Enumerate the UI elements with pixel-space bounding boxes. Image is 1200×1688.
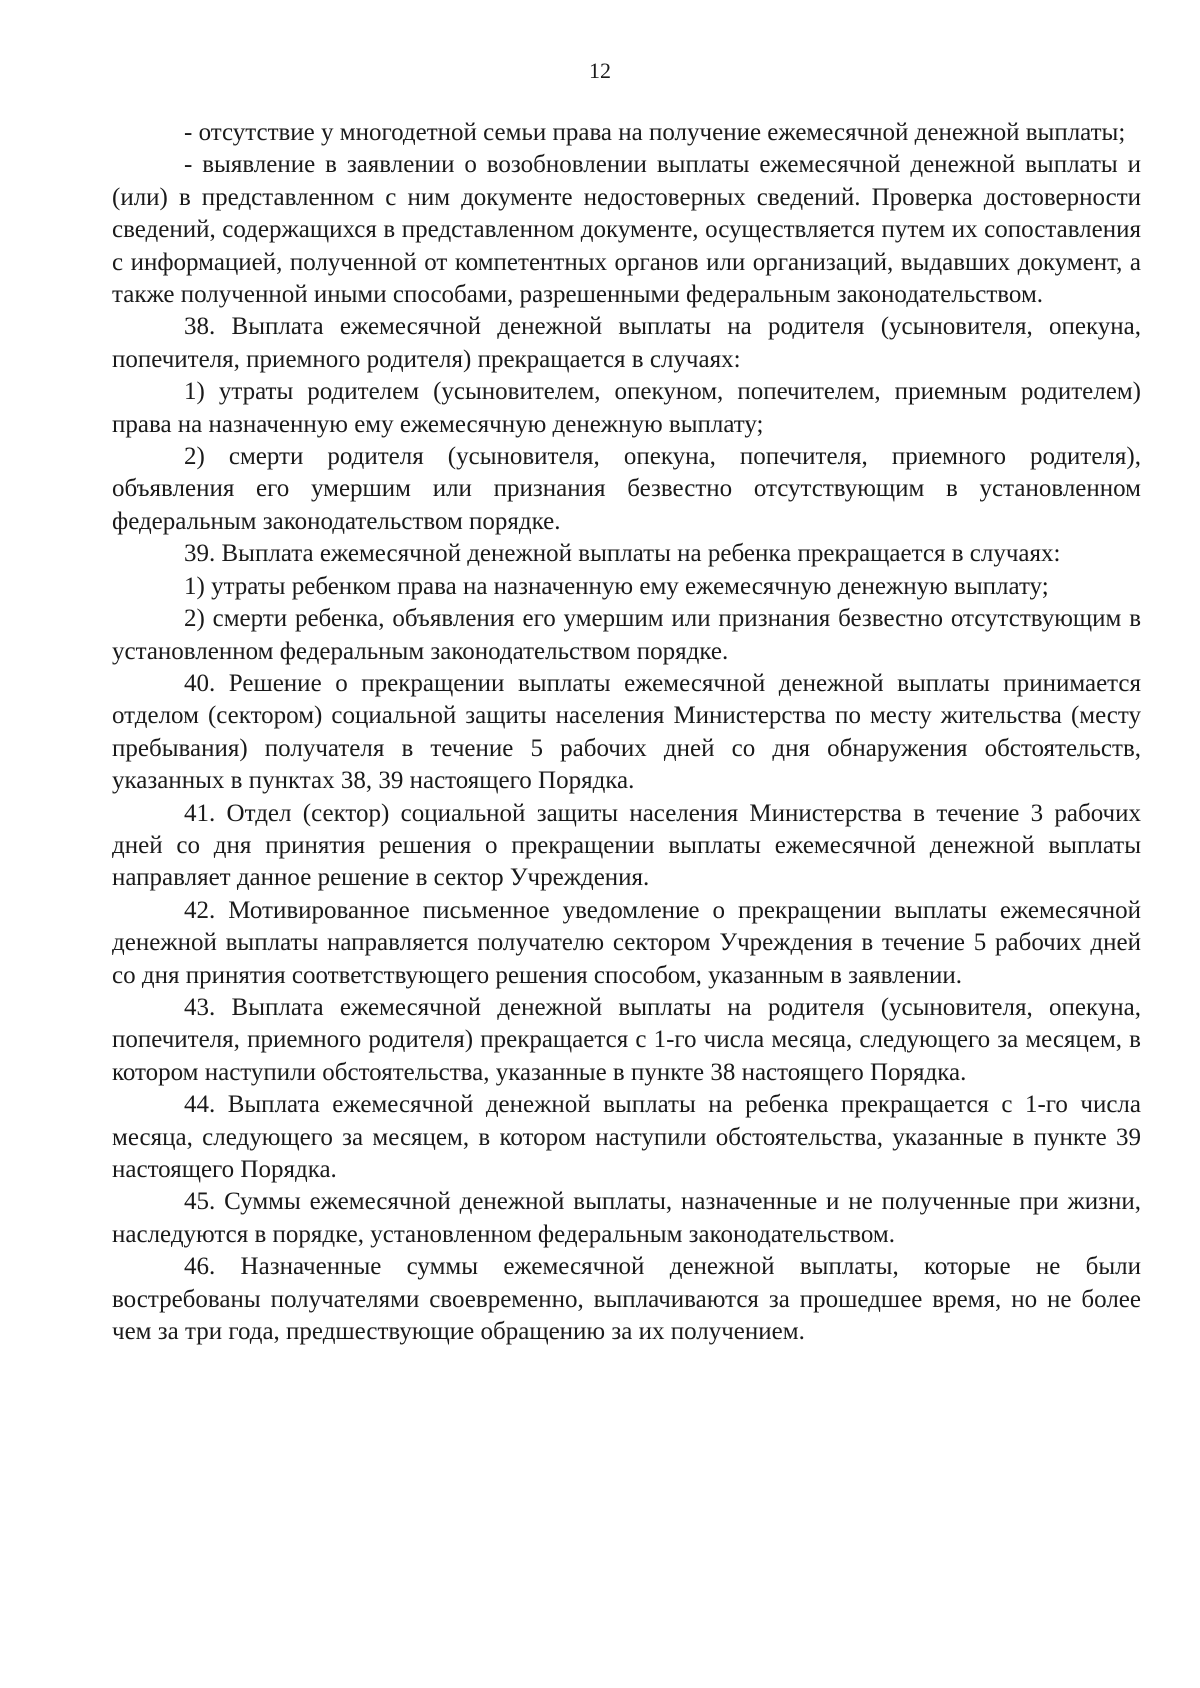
paragraph-45: 45. Суммы ежемесячной денежной выплаты, назначенные и не полученные при жизни, наследуются в порядке, установленном федеральным законодательством. xyxy=(112,1188,1141,1248)
document-body xyxy=(112,117,1141,1348)
page-number: 12 xyxy=(589,58,611,83)
paragraph-38-item-1: 1) утраты родителем (усыновителем, опекуном, попечителем, приемным родителем) права на назначенную ему ежемесячную денежную выплату; xyxy=(112,378,1141,438)
paragraph-41: 41. Отдел (сектор) социальной защиты населения Министерства в течение 3 рабочих дней со дня принятия решения о прекращении выплаты ежемесячной денежной выплаты направляет данное решение в сектор Учреждения. xyxy=(112,799,1141,892)
paragraph-40: 40. Решение о прекращении выплаты ежемесячной денежной выплаты принимается отделом (сектором) социальной защиты населения Министерства по месту жительства (месту пребывания) получателя в течение 5 рабочих дней со дня обнаружения обстоятельств, указанных в пунктах 38, 39 настоящего Порядка. xyxy=(112,669,1141,795)
paragraph-38: 38. Выплата ежемесячной денежной выплаты на родителя (усыновителя, опекуна, попечителя, приемного родителя) прекращается в случаях: xyxy=(112,313,1141,373)
paragraph-46: 46. Назначенные суммы ежемесячной денежной выплаты, которые не были востребованы получателями своевременно, выплачиваются за прошедшее время, но не более чем за три года, предшествующие обращению за их получением. xyxy=(112,1253,1141,1346)
paragraph-39-item-1: 1) утраты ребенком права на назначенную ему ежемесячную денежную выплату; xyxy=(184,572,1049,600)
paragraph-43: 43. Выплата ежемесячной денежной выплаты на родителя (усыновителя, опекуна, попечителя, приемного родителя) прекращается с 1-го числа месяца, следующего за месяцем, в котором наступили обстоятельства, указанные в пункте 38 настоящего Порядка. xyxy=(112,993,1141,1086)
paragraph-42: 42. Мотивированное письменное уведомление о прекращении выплаты ежемесячной денежной выплаты направляется получателю сектором Учреждения в течение 5 рабочих дней со дня принятия соответствующего решения способом, указанным в заявлении. xyxy=(112,896,1141,989)
paragraph-39: 39. Выплата ежемесячной денежной выплаты на ребенка прекращается в случаях: xyxy=(184,540,1061,568)
paragraph-no-family-right: - отсутствие у многодетной семьи права на получение ежемесячной денежной выплаты; xyxy=(184,119,1126,146)
paragraph-38-item-2: 2) смерти родителя (усыновителя, опекуна, попечителя, приемного родителя), объявления его умершим или признания безвестно отсутствующим в установленном федеральным законодательством порядке. xyxy=(112,443,1141,535)
paragraph-39-item-2: 2) смерти ребенка, объявления его умершим или признания безвестно отсутствующим в установленном федеральным законодательством порядке. xyxy=(112,605,1141,665)
paragraph-false-information: - выявление в заявлении о возобновлении выплаты ежемесячной денежной выплаты и (или) в представленном с ним документе недостоверных сведений. Проверка достоверности сведений, содержащихся в представленном документе, осуществляется путем их сопоставления с информацией, полученной от компетентных органов или организаций, выдавших документ, а также полученной иными способами, разрешенными федеральным законодательством. xyxy=(112,151,1141,309)
paragraph-44: 44. Выплата ежемесячной денежной выплаты на ребенка прекращается с 1-го числа месяца, следующего за месяцем, в котором наступили обстоятельства, указанные в пункте 39 настоящего Порядка. xyxy=(112,1091,1141,1183)
